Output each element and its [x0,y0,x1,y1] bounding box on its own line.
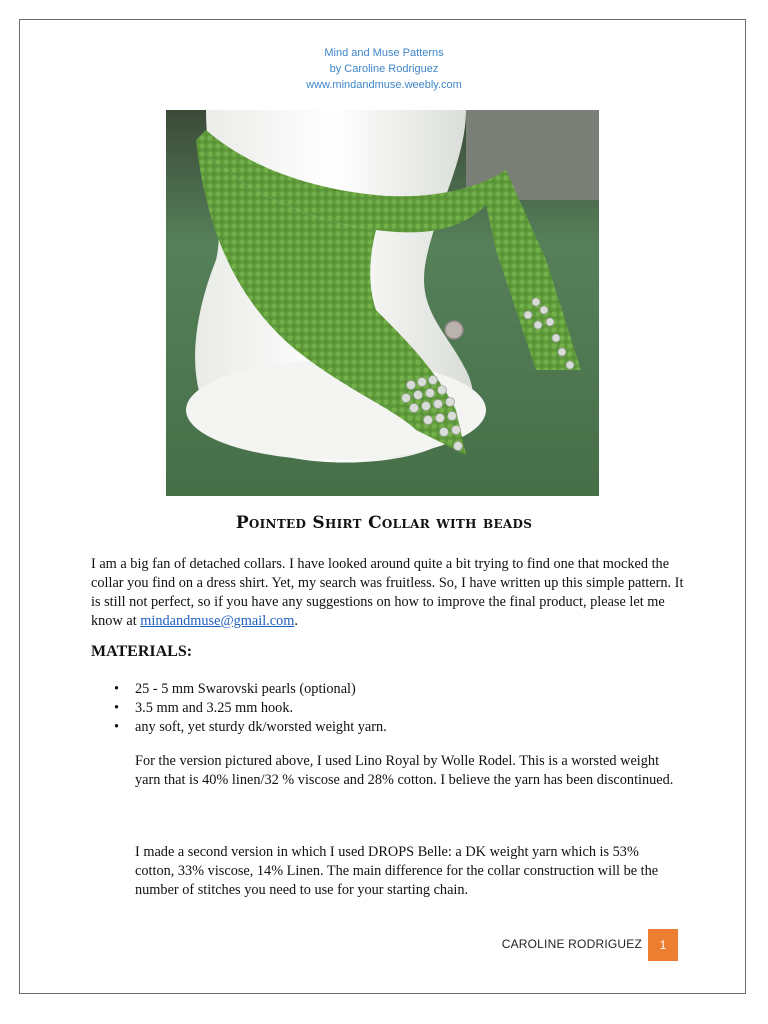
document-header [0,45,768,93]
intro-end: . [294,613,298,629]
collar-photo [166,110,599,496]
list-item: • 25 - 5 mm Swarovski pearls (optional) [114,680,674,699]
list-item: • 3.5 mm and 3.25 mm hook. [114,699,674,718]
intro-paragraph [91,555,691,631]
materials-heading: MATERIALS: [91,643,193,660]
intro-text: I am a big fan of detached collars. I have looked around quite a bit trying to find one that mocked the collar you find on a dress shirt. Yet, my search was fruitless. So, I have written up this simple pattern. It is still not perfect, so if you have any suggestions on how to improve the final product, please let me know at [91,556,684,629]
list-item: • any soft, yet sturdy dk/worsted weight yarn. [114,718,674,737]
page-footer [0,929,768,961]
yarn-version-one-paragraph: For the version pictured above, I used Lino Royal by Wolle Rodel. This is a worsted weight yarn that is 40% linen/32 % viscose and 28% cotton. I believe the yarn has been discontinued. [135,753,674,788]
header-website: www.mindandmuse.weebly.com [306,79,462,91]
header-author: by Caroline Rodriguez [329,63,439,75]
email-link[interactable]: mindandmuse@gmail.com [140,613,295,629]
collar-photo-illustration [166,110,599,496]
header-brand: Mind and Muse Patterns [324,47,444,59]
yarn-version-two-paragraph: I made a second version in which I used DROPS Belle: a DK weight yarn which is 53% cotton, 33% viscose, 14% Linen. The main difference for the collar construction will be the number of stitches you need to use for your starting chain. [135,844,659,898]
page-number-badge: 1 [648,929,678,961]
materials-list [114,680,674,737]
footer-author: CAROLINE RODRIGUEZ [501,937,642,951]
pattern-title: Pointed Shirt Collar with beads [235,513,533,533]
